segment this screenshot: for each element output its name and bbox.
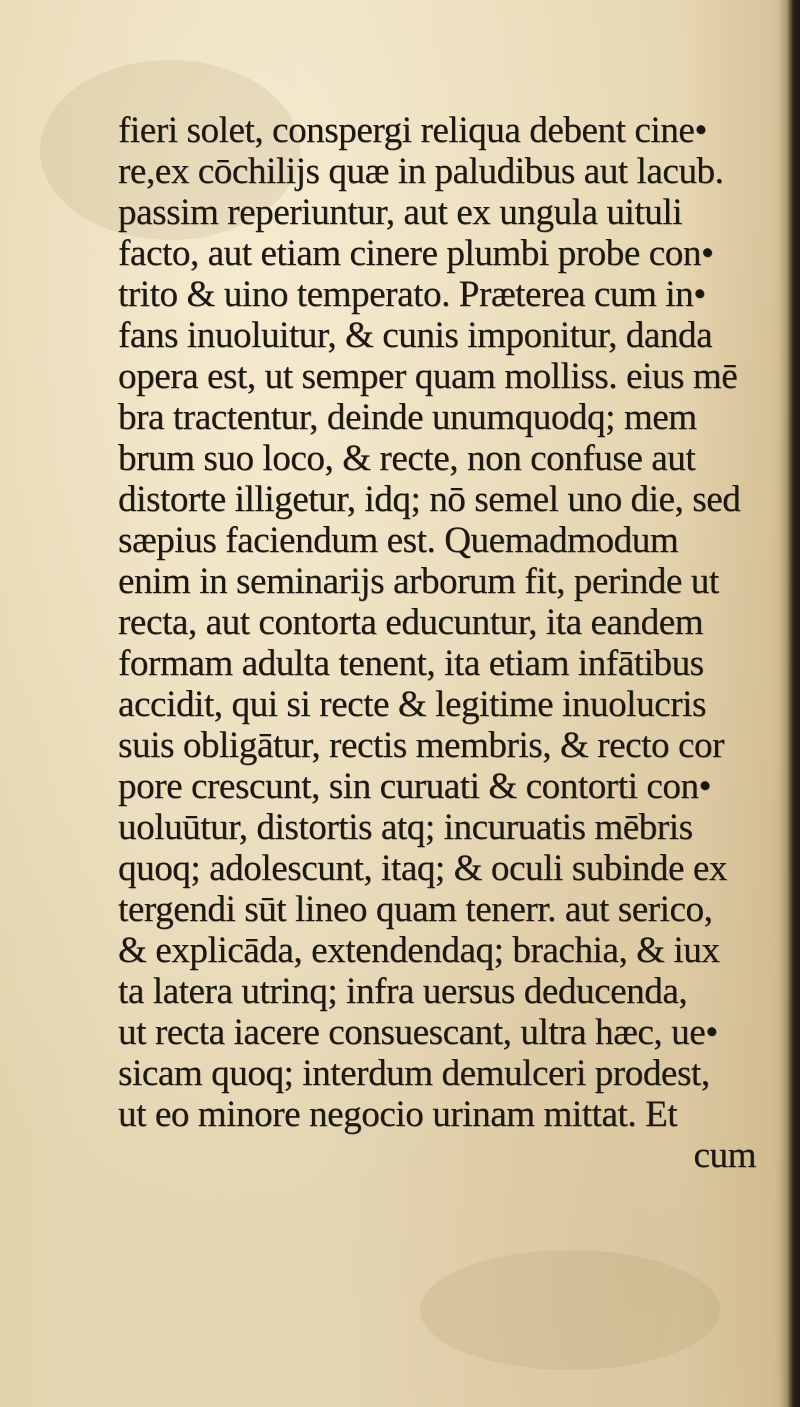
- text-line: distorte illigetur, idq; nō semel uno die, sed: [118, 479, 741, 520]
- text-line: re,ex cōchilijs quæ in paludibus aut lacub.: [118, 151, 724, 192]
- text-line: uoluūtur, distortis atq; incuruatis mēbris: [118, 807, 693, 848]
- text-line: opera est, ut semper quam molliss. eius mē: [118, 356, 738, 397]
- text-line: suis obligātur, rectis membris, & recto cor: [118, 725, 725, 766]
- text-line: enim in seminarijs arborum fit, perinde ut: [118, 561, 719, 602]
- text-line: tergendi sūt lineo quam tenerr. aut serico,: [118, 889, 713, 930]
- paper-stain: [420, 1250, 720, 1370]
- text-line: accidit, qui si recte & legitime inuolucris: [118, 684, 706, 725]
- text-line: ut recta iacere consuescant, ultra hæc, ue•: [118, 1012, 718, 1053]
- text-line: passim reperiuntur, aut ex ungula uituli: [118, 192, 683, 233]
- body-text: [118, 110, 766, 1176]
- text-line: brum suo loco, & recte, non confuse aut: [118, 438, 696, 479]
- text-line: sæpius faciendum est. Quemadmodum: [118, 520, 679, 561]
- text-line: ta latera utrinq; infra uersus deducenda,: [118, 971, 688, 1012]
- text-line: fans inuoluitur, & cunis imponitur, danda: [118, 315, 713, 356]
- text-line: facto, aut etiam cinere plumbi probe con•: [118, 233, 714, 274]
- text-line: ut eo minore negocio urinam mittat. Et: [118, 1094, 678, 1135]
- text-line: formam adulta tenent, ita etiam infātibus: [118, 643, 704, 684]
- text-line: quoq; adolescunt, itaq; & oculi subinde ex: [118, 848, 728, 889]
- text-line: recta, aut contorta educuntur, ita eandem: [118, 602, 704, 643]
- text-line: trito & uino temperato. Præterea cum in•: [118, 274, 706, 315]
- text-line: & explicāda, extendendaq; brachia, & iux: [118, 930, 720, 971]
- text-line: pore crescunt, sin curuati & contorti con•: [118, 766, 712, 807]
- page-binding-edge: [778, 0, 800, 1407]
- catchword: cum: [693, 1135, 756, 1176]
- text-line: sicam quoq; interdum demulceri prodest,: [118, 1053, 710, 1094]
- text-line: bra tractentur, deinde unumquodq; mem: [118, 397, 697, 438]
- text-line: fieri solet, conspergi reliqua debent cine•: [118, 110, 707, 151]
